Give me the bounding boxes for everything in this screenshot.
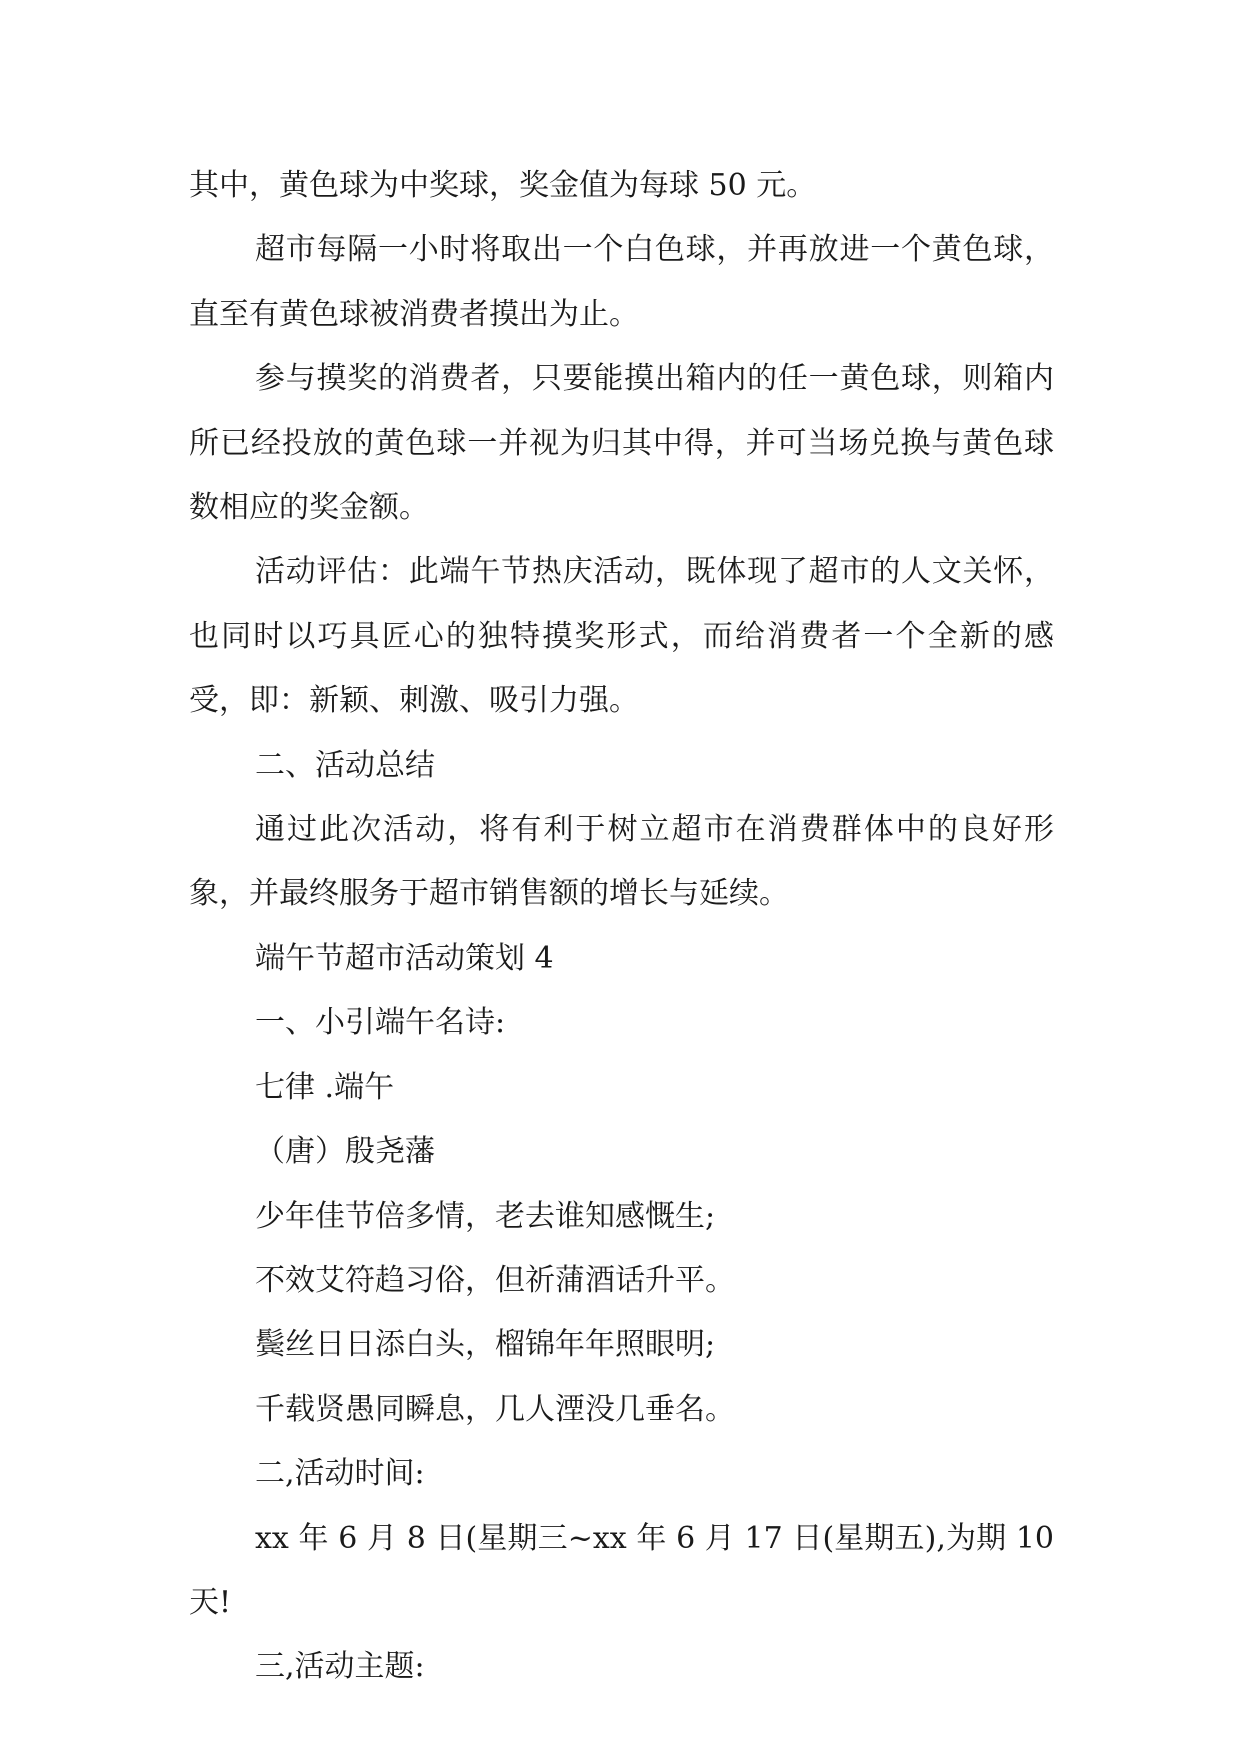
heading-summary: 二、活动总结: [255, 747, 435, 783]
paragraph-evaluation: 活动评估：此端午节热庆活动，既体现了超市的人文关怀，也同时以巧具匠心的独特摸奖形式，而给消费者一个全新的感受，即：新颖、刺激、吸引力强。: [189, 554, 1054, 719]
poem-title: 七律 .端午: [255, 1069, 395, 1105]
paragraph-draw-rule: 参与摸奖的消费者，只要能摸出箱内的任一黄色球，则箱内所已经投放的黄色球一并视为归其中得，并可当场兑换与黄色球数相应的奖金额。: [189, 361, 1054, 526]
paragraph-hourly-swap: 超市每隔一小时将取出一个白色球，并再放进一个黄色球，直至有黄色球被消费者摸出为止。: [189, 232, 1054, 332]
document-body: [189, 154, 1054, 1700]
paragraph-summary: 通过此次活动，将有利于树立超市在消费群体中的良好形象，并最终服务于超市销售额的增长与延续。: [189, 812, 1054, 912]
poem-line-2: 不效艾符趋习俗，但祈蒲酒话升平。: [255, 1262, 735, 1298]
heading-activity-theme: 三,活动主题:: [255, 1649, 425, 1685]
heading-poem-intro: 一、小引端午名诗:: [255, 1005, 506, 1041]
heading-activity-time: 二,活动时间:: [255, 1456, 425, 1492]
poem-line-1: 少年佳节倍多情，老去谁知感慨生;: [255, 1198, 716, 1234]
poem-line-3: 鬓丝日日添白头，榴锦年年照眼明;: [255, 1327, 716, 1363]
heading-plan-4: 端午节超市活动策划 4: [255, 940, 554, 976]
poem-line-4: 千载贤愚同瞬息，几人湮没几垂名。: [255, 1391, 735, 1427]
paragraph-activity-time: xx 年 6 月 8 日(星期三~xx 年 6 月 17 日(星期五),为期 10 天!: [189, 1520, 1054, 1620]
poem-author: （唐）殷尧藩: [255, 1134, 435, 1170]
paragraph-prize-ball: 其中，黄色球为中奖球，奖金值为每球 50 元。: [189, 168, 817, 203]
